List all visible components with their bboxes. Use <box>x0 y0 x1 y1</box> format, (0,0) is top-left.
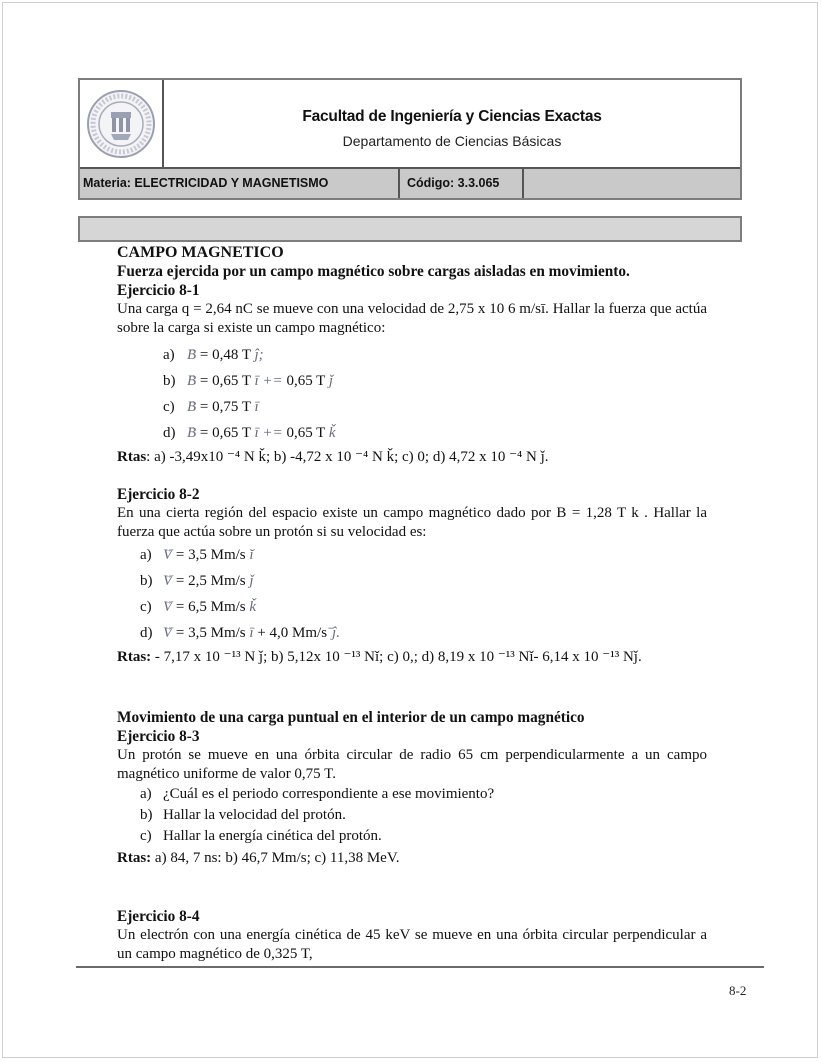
vector-symbol: → V <box>163 625 172 641</box>
subject-cell: Materia: ELECTRICIDAD Y MAGNETISMO <box>80 169 400 198</box>
list-item: c) → B = 0,75 T ī <box>117 394 707 420</box>
answer-line: Rtas: a) 84, 7 ns: b) 46,7 Mm/s; c) 11,38 MeV. <box>117 850 400 866</box>
code-cell: Código: 3.3.065 <box>400 169 524 198</box>
unit-vector: ī += <box>254 373 283 389</box>
answer-line: Rtas: - 7,17 x 10 ⁻¹³ N ǰ; b) 5,12x 10 ⁻¹³ Nǐ; c) 0,; d) 8,19 x 10 ⁻¹³ Nǐ- 6,14 x 10 ⁻¹³ Nǰ. <box>117 649 642 665</box>
page-number: 8-2 <box>729 983 747 998</box>
faculty-title: Facultad de Ingeniería y Ciencias Exactas <box>302 108 602 125</box>
exercise-title: Ejercicio 8-3 <box>117 728 200 745</box>
unit-vector: ĵ; <box>254 347 264 363</box>
list-item: b) → V = 2,5 Mm/s ǰ <box>117 568 707 594</box>
exercise-title: Ejercicio 8-1 <box>117 282 200 299</box>
empty-cell <box>524 169 740 198</box>
section-heading: Fuerza ejercida por un campo magnético sobre cargas aisladas en movimiento. <box>117 263 630 280</box>
unit-vector: ĭ <box>249 547 254 563</box>
logo-cell <box>80 80 164 167</box>
list-item: a) → B = 0,48 T ĵ; <box>117 342 707 368</box>
unit-vector: ī <box>249 625 254 641</box>
university-seal-icon <box>85 88 157 160</box>
gray-bar <box>78 216 742 242</box>
list-item: a) → V = 3,5 Mm/s ĭ <box>117 542 707 568</box>
vector-symbol: → B <box>187 347 196 363</box>
list-item: d) → B = 0,65 T ī += 0,65 T ǩ <box>117 420 707 446</box>
unit-vector: ī += <box>254 425 283 441</box>
header-info-row <box>80 169 740 198</box>
unit-vector: ˉĵ. <box>327 625 340 641</box>
document-title: CAMPO MAGNETICO <box>117 244 284 261</box>
list-item: b) → B = 0,65 T ī += 0,65 T ǰ <box>117 368 707 394</box>
exercise-title: Ejercicio 8-4 <box>117 908 200 925</box>
unit-vector: ī <box>254 399 259 415</box>
footer-divider <box>76 966 764 968</box>
header-top-row <box>80 80 740 169</box>
list-item: b) Hallar la velocidad del protón. <box>140 807 346 823</box>
vector-symbol: → V <box>163 573 172 589</box>
answer-line: Rtas: a) -3,49x10 ⁻⁴ N ǩ; b) -4,72 x 10 ⁻⁴ N ǩ; c) 0; d) 4,72 x 10 ⁻⁴ N ǰ. <box>117 449 549 465</box>
exercise-statement: Un electrón con una energía cinética de 45 keV se mueve en una órbita circular perpendicular a un campo magnético de 0,325 T, <box>117 927 707 962</box>
exercise-statement: Un protón se mueve en una órbita circular de radio 65 cm perpendicularmente a un campo magnético uniforme de valor 0,75 T. <box>117 747 707 782</box>
exercise-title: Ejercicio 8-2 <box>117 486 200 503</box>
list-item: c) → V = 6,5 Mm/s ǩ <box>117 594 707 620</box>
vector-symbol: → B <box>187 399 196 415</box>
exercise-statement: Una carga q = 2,64 nC se mueve con una velocidad de 2,75 x 10 6 m/sī. Hallar la fuerza que actúa sobre la carga si existe un campo magnético: <box>117 301 707 336</box>
list-item: a) ¿Cuál es el periodo correspondiente a ese movimiento? <box>140 786 495 802</box>
vector-symbol: → V <box>163 599 172 615</box>
unit-vector: ǩ <box>249 599 257 615</box>
list-item: c) Hallar la energía cinética del protón. <box>140 828 382 844</box>
document-header <box>78 78 742 200</box>
vector-symbol: → B <box>187 425 196 441</box>
department-subtitle: Departamento de Ciencias Básicas <box>342 133 562 149</box>
vector-symbol: → B <box>187 373 196 389</box>
unit-vector: ǩ <box>328 425 336 441</box>
vector-symbol: → V <box>163 547 172 563</box>
unit-vector: ǰ <box>249 573 254 589</box>
document-body <box>117 243 707 964</box>
unit-vector: ǰ <box>328 373 333 389</box>
title-cell <box>164 80 740 167</box>
section-heading: Movimiento de una carga puntual en el interior de un campo magnético <box>117 709 585 726</box>
exercise-statement: En una cierta región del espacio existe un campo magnético dado por B = 1,28 T k . Hallar la fuerza que actúa sobre un protón si su velocidad es: <box>117 505 707 540</box>
list-item: d) → V = 3,5 Mm/s ī + 4,0 Mm/sˉĵ. <box>117 620 707 646</box>
